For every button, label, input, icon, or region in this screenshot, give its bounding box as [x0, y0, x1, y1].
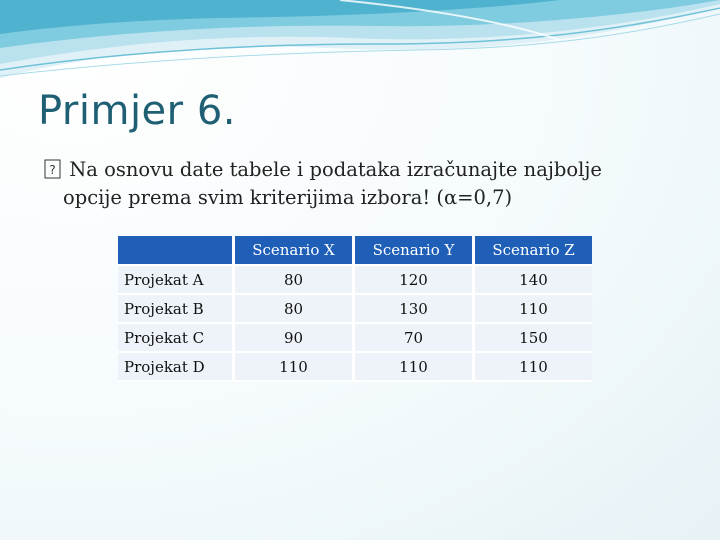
page-title: Primjer 6.: [38, 88, 236, 134]
table-header-row: [118, 236, 592, 265]
table-header-corner: [118, 236, 234, 265]
body-paragraph: [44, 156, 684, 212]
table-row: [118, 352, 592, 381]
body-text-line-2: opcije prema svim kriterijima izbora! (α=0,7): [63, 186, 513, 209]
small-square-bullet-icon: [44, 158, 69, 181]
projects-scenarios-table: [118, 236, 592, 382]
table-row: [118, 265, 592, 294]
row-label: Projekat A: [118, 265, 234, 294]
table-cell: 90: [234, 323, 354, 352]
table-cell: 150: [474, 323, 593, 352]
table-cell: 80: [234, 294, 354, 323]
table-cell: 110: [354, 352, 474, 381]
svg-text:?: ?: [49, 163, 56, 177]
table-cell: 80: [234, 265, 354, 294]
table-header-scenario-x: Scenario X: [234, 236, 354, 265]
table-header-scenario-y: Scenario Y: [354, 236, 474, 265]
table-row: [118, 323, 592, 352]
table-cell: 140: [474, 265, 593, 294]
decorative-wave-banner: [0, 0, 720, 95]
row-label: Projekat D: [118, 352, 234, 381]
table-cell: 110: [234, 352, 354, 381]
table-cell: 120: [354, 265, 474, 294]
row-label: Projekat B: [118, 294, 234, 323]
table-header-scenario-z: Scenario Z: [474, 236, 593, 265]
table-cell: 130: [354, 294, 474, 323]
table-cell: 110: [474, 294, 593, 323]
row-label: Projekat C: [118, 323, 234, 352]
table-cell: 110: [474, 352, 593, 381]
table-cell: 70: [354, 323, 474, 352]
body-text-line-1: Na osnovu date tabele i podataka izračunajte najbolje: [69, 158, 602, 181]
table-row: [118, 294, 592, 323]
